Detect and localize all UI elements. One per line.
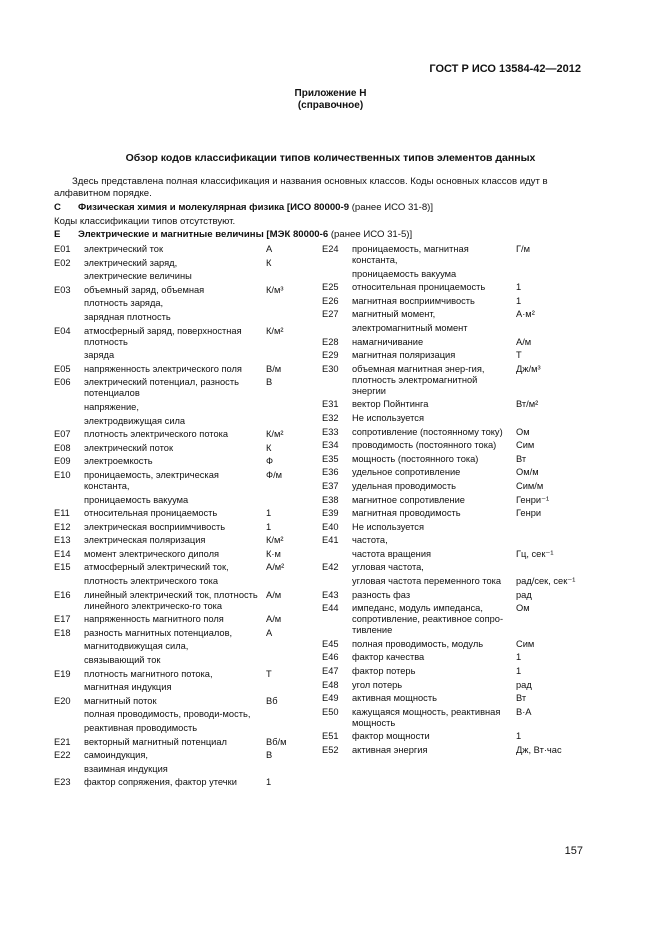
entry-unit xyxy=(266,298,309,309)
entry-name: мощность (постоянного тока) xyxy=(352,453,479,464)
classification-entry xyxy=(322,693,580,704)
classification-entry xyxy=(322,309,580,320)
entry-name: полная проводимость, проводи-мость, xyxy=(84,709,251,720)
entry-unit: Т xyxy=(516,350,522,361)
page-number: 157 xyxy=(564,845,583,857)
entry-code: E30 xyxy=(322,363,339,374)
entry-name: проводимость (постоянного тока) xyxy=(352,440,497,451)
entry-name: угол потерь xyxy=(352,679,403,690)
entry-unit xyxy=(516,535,580,546)
entry-name: вектор Пойнтинга xyxy=(352,399,429,410)
entry-name: удельное сопротивление xyxy=(352,467,461,478)
entry-unit: К/м² xyxy=(266,429,284,440)
entry-name: фактор потерь xyxy=(352,666,416,677)
entry-code: E17 xyxy=(54,614,71,625)
intro-paragraph: Здесь представлена полная классификация и названия основных классов. Коды основных классов идут в алфавитном порядке. xyxy=(54,176,548,199)
entry-name: Не используется xyxy=(352,521,424,532)
entry-unit: В xyxy=(266,377,273,388)
entry-name: кажущаяся мощность, реактивная мощность xyxy=(352,706,501,728)
entry-unit: 1 xyxy=(266,521,272,532)
entry-code xyxy=(54,416,84,427)
entry-unit: Сим xyxy=(516,440,535,451)
entry-name: фактор сопряжения, фактор утечки xyxy=(84,777,237,788)
classification-entry xyxy=(54,258,309,269)
classification-entry xyxy=(322,639,580,650)
entry-code: E13 xyxy=(54,535,71,546)
entry-code: E28 xyxy=(322,336,339,347)
entry-name: магнитный поток xyxy=(84,695,157,706)
classification-entry xyxy=(322,350,580,361)
entry-unit: Ф xyxy=(266,456,274,467)
section-prev-ref: (ранее ИСО 31-8)] xyxy=(349,202,434,213)
classification-entry xyxy=(54,312,309,323)
entry-unit: Т xyxy=(266,668,272,679)
entry-code xyxy=(54,764,84,775)
annex-subtitle: (справочное) xyxy=(297,100,364,111)
entry-unit: А xyxy=(266,244,273,254)
entry-name: напряженность магнитного поля xyxy=(84,614,224,625)
entry-name: линейный электрический ток, плотность линейного электрическо-го тока xyxy=(84,589,258,611)
entry-code: E14 xyxy=(54,548,71,559)
classification-entry xyxy=(322,707,580,729)
classification-entry xyxy=(322,680,580,691)
entry-code: E29 xyxy=(322,350,339,361)
entry-name: магнитная восприимчивость xyxy=(352,295,475,306)
entry-code xyxy=(54,495,84,506)
entry-code: E31 xyxy=(322,399,339,410)
classification-entry xyxy=(322,454,580,465)
entry-name: проницаемость вакуума xyxy=(84,494,189,505)
entry-code: E27 xyxy=(322,309,339,320)
entry-name: плотность магнитного потока, xyxy=(84,668,213,679)
entry-unit: К·м xyxy=(266,548,281,559)
entry-code: E03 xyxy=(54,284,71,295)
classification-entry xyxy=(322,731,580,742)
entry-name: полная проводимость, модуль xyxy=(352,638,484,649)
classification-entry xyxy=(322,337,580,348)
entry-name: взаимная индукция xyxy=(84,763,168,774)
classification-entry xyxy=(322,666,580,677)
classification-entry xyxy=(322,481,580,492)
entry-code: E39 xyxy=(322,508,339,519)
entry-unit: Ом xyxy=(516,603,530,614)
entry-unit: А/м² xyxy=(266,562,285,573)
entry-name: электродвижущая сила xyxy=(84,415,186,426)
classification-entry xyxy=(322,590,580,601)
classification-entry xyxy=(322,535,580,546)
entry-name: активная энергия xyxy=(352,745,428,755)
classification-entry xyxy=(54,764,309,775)
entry-unit: Генри xyxy=(516,508,542,519)
entry-name: частота вращения xyxy=(352,548,432,559)
entry-name: связывающий ток xyxy=(84,655,161,666)
entry-code: E45 xyxy=(322,638,339,649)
entry-code xyxy=(54,709,84,720)
entry-name: самоиндукция, xyxy=(84,750,148,761)
classification-entry xyxy=(54,298,309,309)
entry-code: E02 xyxy=(54,257,71,268)
entry-code: E33 xyxy=(322,426,339,437)
classification-entry xyxy=(54,641,309,652)
classification-entry xyxy=(54,562,309,573)
classification-entry xyxy=(54,271,309,282)
entry-code: E22 xyxy=(54,750,71,761)
entry-code: E40 xyxy=(322,521,339,532)
classification-entry xyxy=(322,244,580,266)
entry-unit: А xyxy=(266,627,273,638)
classification-entry xyxy=(54,429,309,440)
entry-unit xyxy=(516,522,580,533)
entry-unit: Вб/м xyxy=(266,736,287,747)
entry-unit xyxy=(266,495,309,506)
classification-entry xyxy=(54,682,309,693)
entry-name: электрическая поляризация xyxy=(84,535,206,546)
entry-code: E35 xyxy=(322,453,339,464)
entry-code: E23 xyxy=(54,777,71,788)
entry-name: электрическая восприимчивость xyxy=(84,521,226,532)
classification-entry xyxy=(322,323,580,334)
entry-code: E37 xyxy=(322,480,339,491)
entry-unit: Сим xyxy=(516,638,535,649)
entry-name: электрические величины xyxy=(84,271,192,282)
entry-code xyxy=(54,402,84,413)
entry-code: E38 xyxy=(322,494,339,505)
entry-unit: Ом xyxy=(516,426,530,437)
entry-code: E11 xyxy=(54,508,70,519)
entry-code: E51 xyxy=(322,731,339,742)
classification-entry xyxy=(54,443,309,454)
entry-unit xyxy=(266,271,309,282)
section-c-heading xyxy=(54,202,433,213)
entry-unit xyxy=(266,576,309,587)
classification-entry xyxy=(54,470,309,492)
entry-code xyxy=(54,350,84,361)
entry-name: Не используется xyxy=(352,412,424,423)
entry-name: магнитная индукция xyxy=(84,682,172,693)
classification-entry xyxy=(54,696,309,707)
entry-unit xyxy=(266,682,309,693)
entry-code: E50 xyxy=(322,706,339,717)
entry-name: электрический поток xyxy=(84,442,174,453)
entry-code: E19 xyxy=(54,668,71,679)
entry-unit: Вт xyxy=(516,693,527,704)
entry-unit: Вб xyxy=(266,695,278,706)
entry-unit xyxy=(516,269,580,280)
entry-unit: Г/м xyxy=(516,244,531,254)
entry-name: атмосферный заряд, поверхностная плотность xyxy=(84,325,242,347)
classification-entry xyxy=(54,416,309,427)
entry-name: фактор мощности xyxy=(352,731,430,742)
entry-code: E26 xyxy=(322,295,339,306)
entry-code: E20 xyxy=(54,695,71,706)
annex-title: Приложение Н xyxy=(294,88,367,99)
entry-unit: рад/сек, сек⁻¹ xyxy=(516,576,576,587)
entry-unit: К/м² xyxy=(266,325,284,336)
classification-entry xyxy=(322,508,580,519)
entry-unit: 1 xyxy=(516,282,522,293)
entry-unit: В/м xyxy=(266,363,282,374)
entry-name: магнитная проводимость xyxy=(352,508,461,519)
entry-unit: К xyxy=(266,257,272,268)
entry-unit: 1 xyxy=(516,652,522,663)
entry-name: разность магнитных потенциалов, xyxy=(84,627,233,638)
entry-name: магнитный момент, xyxy=(352,309,436,320)
entry-code: E06 xyxy=(54,377,71,388)
section-prev-ref: (ранее ИСО 31-5)] xyxy=(328,229,413,240)
entry-code: E47 xyxy=(322,666,339,677)
entry-unit: 1 xyxy=(516,666,522,677)
entry-name: угловая частота, xyxy=(352,562,424,573)
entry-unit: К/м³ xyxy=(266,284,284,295)
entry-unit xyxy=(516,413,580,424)
entry-name: объемная магнитная энер-гия, плотность электромагнитной энергии xyxy=(352,363,485,396)
entry-unit: К xyxy=(266,442,272,453)
entry-unit: 1 xyxy=(266,777,272,788)
classification-entry xyxy=(54,750,309,761)
right-column-list xyxy=(322,244,580,759)
entry-name: магнитная поляризация xyxy=(352,350,456,361)
classification-entry xyxy=(322,440,580,451)
entry-name: векторный магнитный потенциал xyxy=(84,736,227,747)
classification-entry xyxy=(322,495,580,506)
entry-name: активная мощность xyxy=(352,693,437,704)
entry-unit: Дж/м³ xyxy=(516,363,541,374)
entry-code: E21 xyxy=(54,736,71,747)
entry-code xyxy=(54,312,84,323)
entry-unit: А/м xyxy=(266,589,282,600)
entry-unit: А/м xyxy=(266,614,282,625)
entry-code: E18 xyxy=(54,627,71,638)
entry-code: E34 xyxy=(322,440,339,451)
classification-entry xyxy=(322,399,580,410)
section-e-heading xyxy=(54,229,412,240)
entry-code xyxy=(54,298,84,309)
entry-unit: 1 xyxy=(516,295,522,306)
entry-name: заряда xyxy=(84,350,115,361)
annex-heading xyxy=(0,88,661,112)
entry-name: напряженность электрического поля xyxy=(84,363,242,374)
entry-code: E01 xyxy=(54,244,71,254)
entry-code: E04 xyxy=(54,325,71,336)
section-name: Электрические и магнитные величины [МЭК 80000-6 xyxy=(78,229,329,240)
entry-name: плотность электрического потока xyxy=(84,429,229,440)
classification-entry xyxy=(322,296,580,307)
entry-unit: 1 xyxy=(266,508,272,519)
entry-unit: А·м² xyxy=(516,309,535,320)
entry-unit: Вт xyxy=(516,453,527,464)
page-header-standard: ГОСТ Р ИСО 13584-42—2012 xyxy=(429,63,581,75)
classification-entry xyxy=(322,603,580,636)
classification-entry xyxy=(54,614,309,625)
entry-unit: А/м xyxy=(516,336,532,347)
entry-unit: Ом/м xyxy=(516,467,539,478)
classification-entry xyxy=(54,628,309,639)
entry-code xyxy=(54,576,84,587)
entry-name: импеданс, модуль импеданса, сопротивление, реактивное сопро-тивление xyxy=(352,603,504,636)
classification-entry xyxy=(54,285,309,296)
entry-unit: Вт/м² xyxy=(516,399,539,410)
entry-code xyxy=(54,723,84,734)
entry-name: плотность заряда, xyxy=(84,298,164,309)
classification-entry xyxy=(54,535,309,546)
entry-code: E32 xyxy=(322,412,339,423)
entry-code: E41 xyxy=(322,535,339,546)
entry-name: электромагнитный момент xyxy=(352,322,468,333)
entry-code: E16 xyxy=(54,589,71,600)
entry-code: E07 xyxy=(54,429,71,440)
entry-name: электрический ток xyxy=(84,244,164,254)
entry-unit xyxy=(266,723,309,734)
entry-name: электрический потенциал, разность потенциалов xyxy=(84,377,239,399)
entry-code: E10 xyxy=(54,469,71,480)
classification-entry xyxy=(322,652,580,663)
entry-code xyxy=(54,655,84,666)
entry-name: частота, xyxy=(352,535,388,546)
left-column-list xyxy=(54,244,309,791)
entry-unit: Гц, сек⁻¹ xyxy=(516,548,554,559)
section-name: Физическая химия и молекулярная физика [ИСО 80000-9 xyxy=(78,202,350,213)
classification-entry xyxy=(322,282,580,293)
entry-unit: 1 xyxy=(516,731,522,742)
section-c-note: Коды классификации типов отсутствуют. xyxy=(54,216,236,227)
classification-entry xyxy=(54,723,309,734)
entry-name: объемный заряд, объемная xyxy=(84,284,205,295)
classification-entry xyxy=(54,456,309,467)
entry-unit: Генри⁻¹ xyxy=(516,494,550,505)
entry-name: зарядная плотность xyxy=(84,311,171,322)
entry-unit: рад xyxy=(516,679,532,690)
entry-name: фактор качества xyxy=(352,652,425,663)
entry-unit: В·А xyxy=(516,706,532,717)
classification-entry xyxy=(54,669,309,680)
entry-code: E46 xyxy=(322,652,339,663)
entry-code xyxy=(54,271,84,282)
entry-code xyxy=(322,269,352,280)
entry-unit: Сим/м xyxy=(516,480,544,491)
entry-name: сопротивление (постоянному току) xyxy=(352,426,503,437)
entry-name: напряжение, xyxy=(84,401,139,412)
entry-unit: рад xyxy=(516,589,532,600)
entry-code xyxy=(322,323,352,334)
entry-unit xyxy=(516,562,580,573)
classification-entry xyxy=(322,467,580,478)
entry-code: E08 xyxy=(54,442,71,453)
classification-entry xyxy=(54,549,309,560)
classification-entry xyxy=(54,350,309,361)
classification-entry xyxy=(322,745,580,756)
classification-entry xyxy=(54,495,309,506)
entry-name: момент электрического диполя xyxy=(84,548,220,559)
classification-entry xyxy=(54,508,309,519)
entry-code: E05 xyxy=(54,363,71,374)
entry-unit: Дж, Вт·час xyxy=(516,745,562,755)
classification-entry xyxy=(54,326,309,348)
entry-code: E48 xyxy=(322,679,339,690)
entry-name: электрический заряд, xyxy=(84,257,178,268)
classification-entry xyxy=(322,576,580,587)
entry-code: E49 xyxy=(322,693,339,704)
entry-unit: Ф/м xyxy=(266,469,283,480)
entry-unit: В xyxy=(266,750,273,761)
entry-name: магнитное сопротивление xyxy=(352,494,465,505)
entry-unit xyxy=(266,655,309,666)
entry-name: проницаемость, магнитная константа, xyxy=(352,244,469,265)
entry-unit xyxy=(266,416,309,427)
classification-entry xyxy=(54,576,309,587)
document-title: Обзор кодов классификации типов количественных типов элементов данных xyxy=(125,152,536,164)
classification-entry xyxy=(322,413,580,424)
classification-entry xyxy=(54,364,309,375)
entry-code: E52 xyxy=(322,745,339,755)
entry-name: проницаемость, электрическая константа, xyxy=(84,469,219,491)
entry-unit: К/м² xyxy=(266,535,284,546)
entry-unit xyxy=(516,323,580,334)
classification-entry xyxy=(54,244,309,255)
entry-code xyxy=(54,641,84,652)
section-code: C xyxy=(54,202,61,213)
classification-entry xyxy=(322,427,580,438)
classification-entry xyxy=(54,655,309,666)
entry-code: E44 xyxy=(322,603,339,614)
classification-entry xyxy=(322,549,580,560)
entry-code xyxy=(322,549,352,560)
entry-name: относительная проницаемость xyxy=(84,508,218,519)
entry-name: атмосферный электрический ток, xyxy=(84,562,229,573)
section-code: E xyxy=(54,229,61,240)
entry-code: E12 xyxy=(54,521,71,532)
classification-entry xyxy=(54,737,309,748)
entry-unit xyxy=(266,641,309,652)
entry-unit xyxy=(266,709,309,720)
entry-code xyxy=(54,682,84,693)
classification-entry xyxy=(54,402,309,413)
entry-name: удельная проводимость xyxy=(352,480,456,491)
entry-name: плотность электрического тока xyxy=(84,576,219,587)
entry-code: E15 xyxy=(54,562,71,573)
entry-name: намагничивание xyxy=(352,336,424,347)
entry-name: магнитодвижущая сила, xyxy=(84,641,189,652)
classification-entry xyxy=(322,562,580,573)
entry-unit xyxy=(266,350,309,361)
classification-entry xyxy=(54,377,309,399)
entry-code: E42 xyxy=(322,562,339,573)
entry-name: проницаемость вакуума xyxy=(352,268,457,279)
entry-name: относительная проницаемость xyxy=(352,282,486,293)
classification-entry xyxy=(54,590,309,612)
entry-code: E36 xyxy=(322,467,339,478)
entry-name: угловая частота переменного тока xyxy=(352,576,502,587)
classification-entry xyxy=(322,522,580,533)
classification-entry xyxy=(322,269,580,280)
entry-unit xyxy=(266,764,309,775)
entry-name: реактивная проводимость xyxy=(84,723,198,733)
entry-code: E09 xyxy=(54,456,71,467)
entry-name: электроемкость xyxy=(84,456,153,467)
entry-code xyxy=(322,576,352,587)
entry-unit xyxy=(266,312,309,323)
classification-entry xyxy=(54,522,309,533)
classification-entry xyxy=(322,364,580,397)
entry-code: E24 xyxy=(322,244,339,254)
entry-unit xyxy=(266,402,309,413)
entry-name: разность фаз xyxy=(352,589,411,600)
classification-entry xyxy=(54,777,309,788)
entry-code: E25 xyxy=(322,282,339,293)
entry-code: E43 xyxy=(322,589,339,600)
classification-entry xyxy=(54,709,309,720)
